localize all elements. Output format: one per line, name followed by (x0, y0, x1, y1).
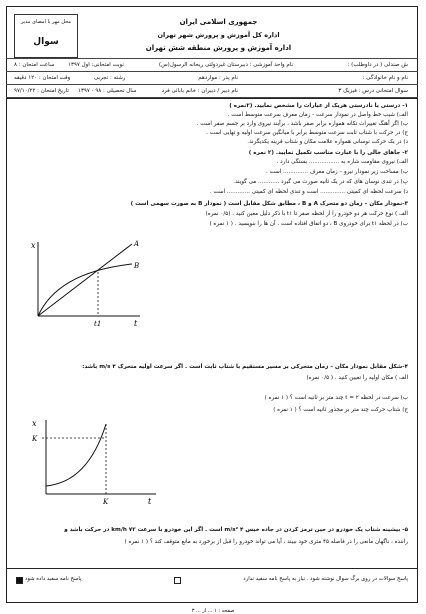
graph1-curve-a-label: A (134, 240, 140, 248)
graph1-curve-b-label: B (134, 262, 140, 270)
meta-row-3 (6, 84, 418, 98)
teacher-name: نام دبیر / دبیران : خانم بابائی فرد (161, 88, 238, 94)
exam-turn: نوبت امتحانی: اول ۱۳۹۷ (68, 62, 124, 68)
meta-row-1 (6, 58, 418, 72)
questions-area (6, 98, 418, 568)
on-sheet-checkbox (174, 577, 181, 584)
graph2-y-label: x (32, 419, 37, 428)
field-of-study: رشته : تجربی (94, 75, 126, 81)
exam-duration: وقت امتحان : ۱۲۰ دقیقه (14, 75, 71, 81)
principal-stamp-box (14, 14, 78, 58)
question-1a: الف) شیب خط واصل در نمودار سرعت - زمان معرف سرعت متوسط است . (227, 112, 408, 118)
graph2-y-tick: K (32, 435, 38, 443)
footer-instructions: پاسخ سوالات در روی برگ سوال نوشته شود . نیاز به پاسخ نامه سفید ندارد (243, 576, 408, 582)
question-1d: د) در یک حرکت نوسانی همواره علامت مکان و شتاب قرینه یکدیگرند. (247, 139, 408, 145)
question-3b: ب) در لحظه t۱ برای خودروی B ، دو اتفاق افتاده است . آن ها را بنویسید . ( ۱ نمره ) (209, 221, 408, 227)
question-5-continued: راننده ، ناگهان مانعی را در فاصله ۴۵ متری خود ببیند ، آیا می تواند خودرو را قبل از برخورد به مانع متوقف کند ؟ ( ۱ نمره ) (124, 539, 408, 545)
father-name: نام پدر : مواردهم (198, 75, 238, 81)
header-line-2: اداره کل آموزش و پرورش شهر تهران (157, 31, 280, 39)
question-4a: الف ) مکان اولیه را تعیین کنید . ( ۰/۵ نمره) (306, 375, 408, 381)
exam-time: ساعت امتحان : ۸ (14, 62, 55, 68)
position-time-graph-accelerated (28, 416, 158, 508)
question-1c: ج) در حرکت با شتاب ثابت سرعت متوسط برابر با میانگین سرعت اولیه و نهایی است . (206, 130, 408, 136)
graph1-y-label: x (31, 241, 36, 250)
question-2b: ب) مساحت زیر نمودار نیرو – زمان معرف .............. است . (266, 169, 408, 175)
answer-sheet-checkbox (16, 577, 23, 584)
question-2: ۲- جاهای خالی را با عبارت مناسب تکمیل نمایید. (۲ نمره ) (248, 150, 408, 156)
student-name: نام و نام خانوادگی : (362, 75, 408, 81)
stamp-title: سوال (33, 37, 59, 47)
question-4c: ج) شتاب حرکت چند متر بر مجذور ثانیه است ؟ ( ۱ نمره ) (273, 407, 408, 413)
course-name: سوال امتحانی درس : فیزیک ۳ (338, 88, 408, 94)
exam-date: تاریخ امتحان : ۹۷/۱۰/۲۲ (14, 88, 69, 94)
question-3a: الف ) نوع حرکت هر دو خودرو را از لحظه صفر تا t۱ با ذکر دلیل معین کنید . (۰/۵ نمره) (205, 211, 408, 217)
meta-row-2 (6, 71, 418, 85)
school-unit: نام واحد آموزشی : دبیرستان غیردولتی ریحانه الرسول(س) (158, 62, 293, 68)
question-2d: د) سرعت لحظه ای کمیتی .............. است و تندی لحظه ای کمیتی ............. است . (209, 189, 408, 195)
question-4: ۴-شکل مقابل نمودار مکان – زمان متحرکی بر مسیر مستقیم با شتاب ثابت است . اگر سرعت اولیه متحرک ۴ m/s باشد: (82, 364, 408, 370)
question-2c: پ) در تندی نوسان های که در یک ثانیه صورت می گیرد ............ می گویند. (233, 179, 408, 185)
question-1b: ب) اگر آهنگ تغییرات تکانه همواره برابر صفر باشد ، برآیند نیروی وارد بر جسم صفر است . (196, 121, 408, 127)
page-number: صفحه : ۱ ... از ... ۳ (191, 608, 235, 614)
stamp-caption: محل مهر یا امضای مدیر (21, 19, 71, 25)
question-3: ۳-نمودار مکان – زمان دو متحرک A و B ، مطابق شکل مقابل است ( نمودار B به صورت سهمی است ) (130, 201, 408, 207)
graph2-x-label: t (148, 497, 152, 506)
seat-number: ش صندلی ( در داوطلب) : (347, 62, 408, 68)
header-line-3: اداره آموزش و پرورش منطقه شش تهران (145, 44, 292, 52)
question-1: ۱- درستی یا نادرستی هریک از عبارات را مشخص نمایید. (۲نمره ) (229, 103, 408, 109)
position-time-graph-ab (28, 236, 146, 328)
graph1-x-label: t (134, 319, 138, 328)
header-line-1: جمهوری اسلامی ایران (179, 18, 258, 26)
academic-year: سال تحصیلی : ۹۸ - ۱۳۹۷ (78, 88, 137, 94)
footer-answer-sheet: پاسخ نامه سفید داده شود (25, 576, 82, 582)
question-5: ۵- بیشینه شتاب یک خودرو در حین ترمز کردن در جاده خیس ۴ m/s² است . اگر این خودرو با سرعت ۷۲ km/h در حرکت باشد و (64, 527, 408, 533)
question-4b: ب) سرعت در لحظه t = ۲ چند متر بر ثانیه است ؟ ( ۱ نمره ) (264, 395, 408, 401)
graph2-x-tick: K (103, 498, 109, 506)
graph1-t1-label: t1 (94, 320, 102, 328)
question-2a: الف) نیروی مقاومت شاره به ................. بستگی دارد . (276, 159, 408, 165)
footer (6, 568, 418, 604)
